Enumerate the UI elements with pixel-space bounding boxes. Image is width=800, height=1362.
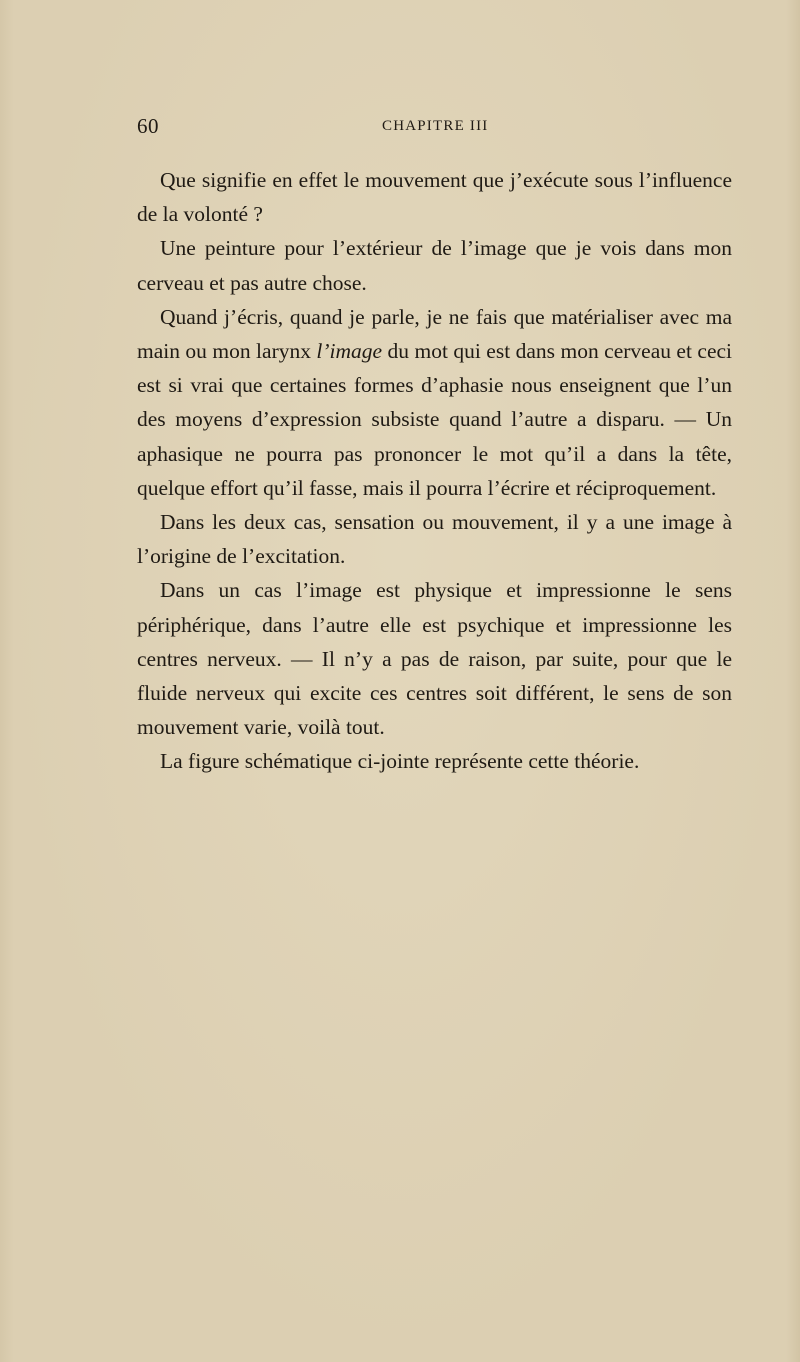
paragraph-3-part-1: Quand j’écris, quand je parle, je ne fais que matérialiser avec ma main ou mon larynx <box>137 304 732 364</box>
page-number: 60 <box>137 114 159 138</box>
paragraph-2: Une peinture pour l’extérieur de l’image que je vois dans mon cerveau et pas autre chose. <box>137 236 732 295</box>
paragraph-1: Que signifie en effet le mouvement que j’exécute sous l’influence de la volonté ? <box>137 168 732 227</box>
paragraph-5: Dans un cas l’image est physique et impressionne le sens périphérique, dans l’autre elle est psychique et impressionne les centres nerveux. — Il n’y a pas de raison, par suite, pour que le fluide nerveux qui excite ces centres soit différent, le sens de son mouvement varie, voilà tout. <box>137 578 732 740</box>
paragraph-3-part-2: du mot qui est dans mon cerveau et ceci est si vrai que certaines formes d’aphasie nous enseignent que l’un des moyens d’expression subsiste quand l’autre a disparu. — Un aphasique ne pourra pas prononcer le mot qu’il a dans la tête, quelque effort qu’il fasse, mais il pourra l’écrire et réciproquement. <box>137 339 732 500</box>
page-header <box>137 114 732 144</box>
body-text <box>137 163 732 779</box>
paragraph-3 <box>137 300 732 505</box>
running-head: CHAPITRE III <box>382 118 489 134</box>
paragraph-6: La figure schématique ci-jointe représente cette théorie. <box>160 749 640 774</box>
paragraph-4: Dans les deux cas, sensation ou mouvement, il y a une image à l’origine de l’excitation. <box>137 510 732 569</box>
emphasis-image: l’image <box>316 339 383 364</box>
